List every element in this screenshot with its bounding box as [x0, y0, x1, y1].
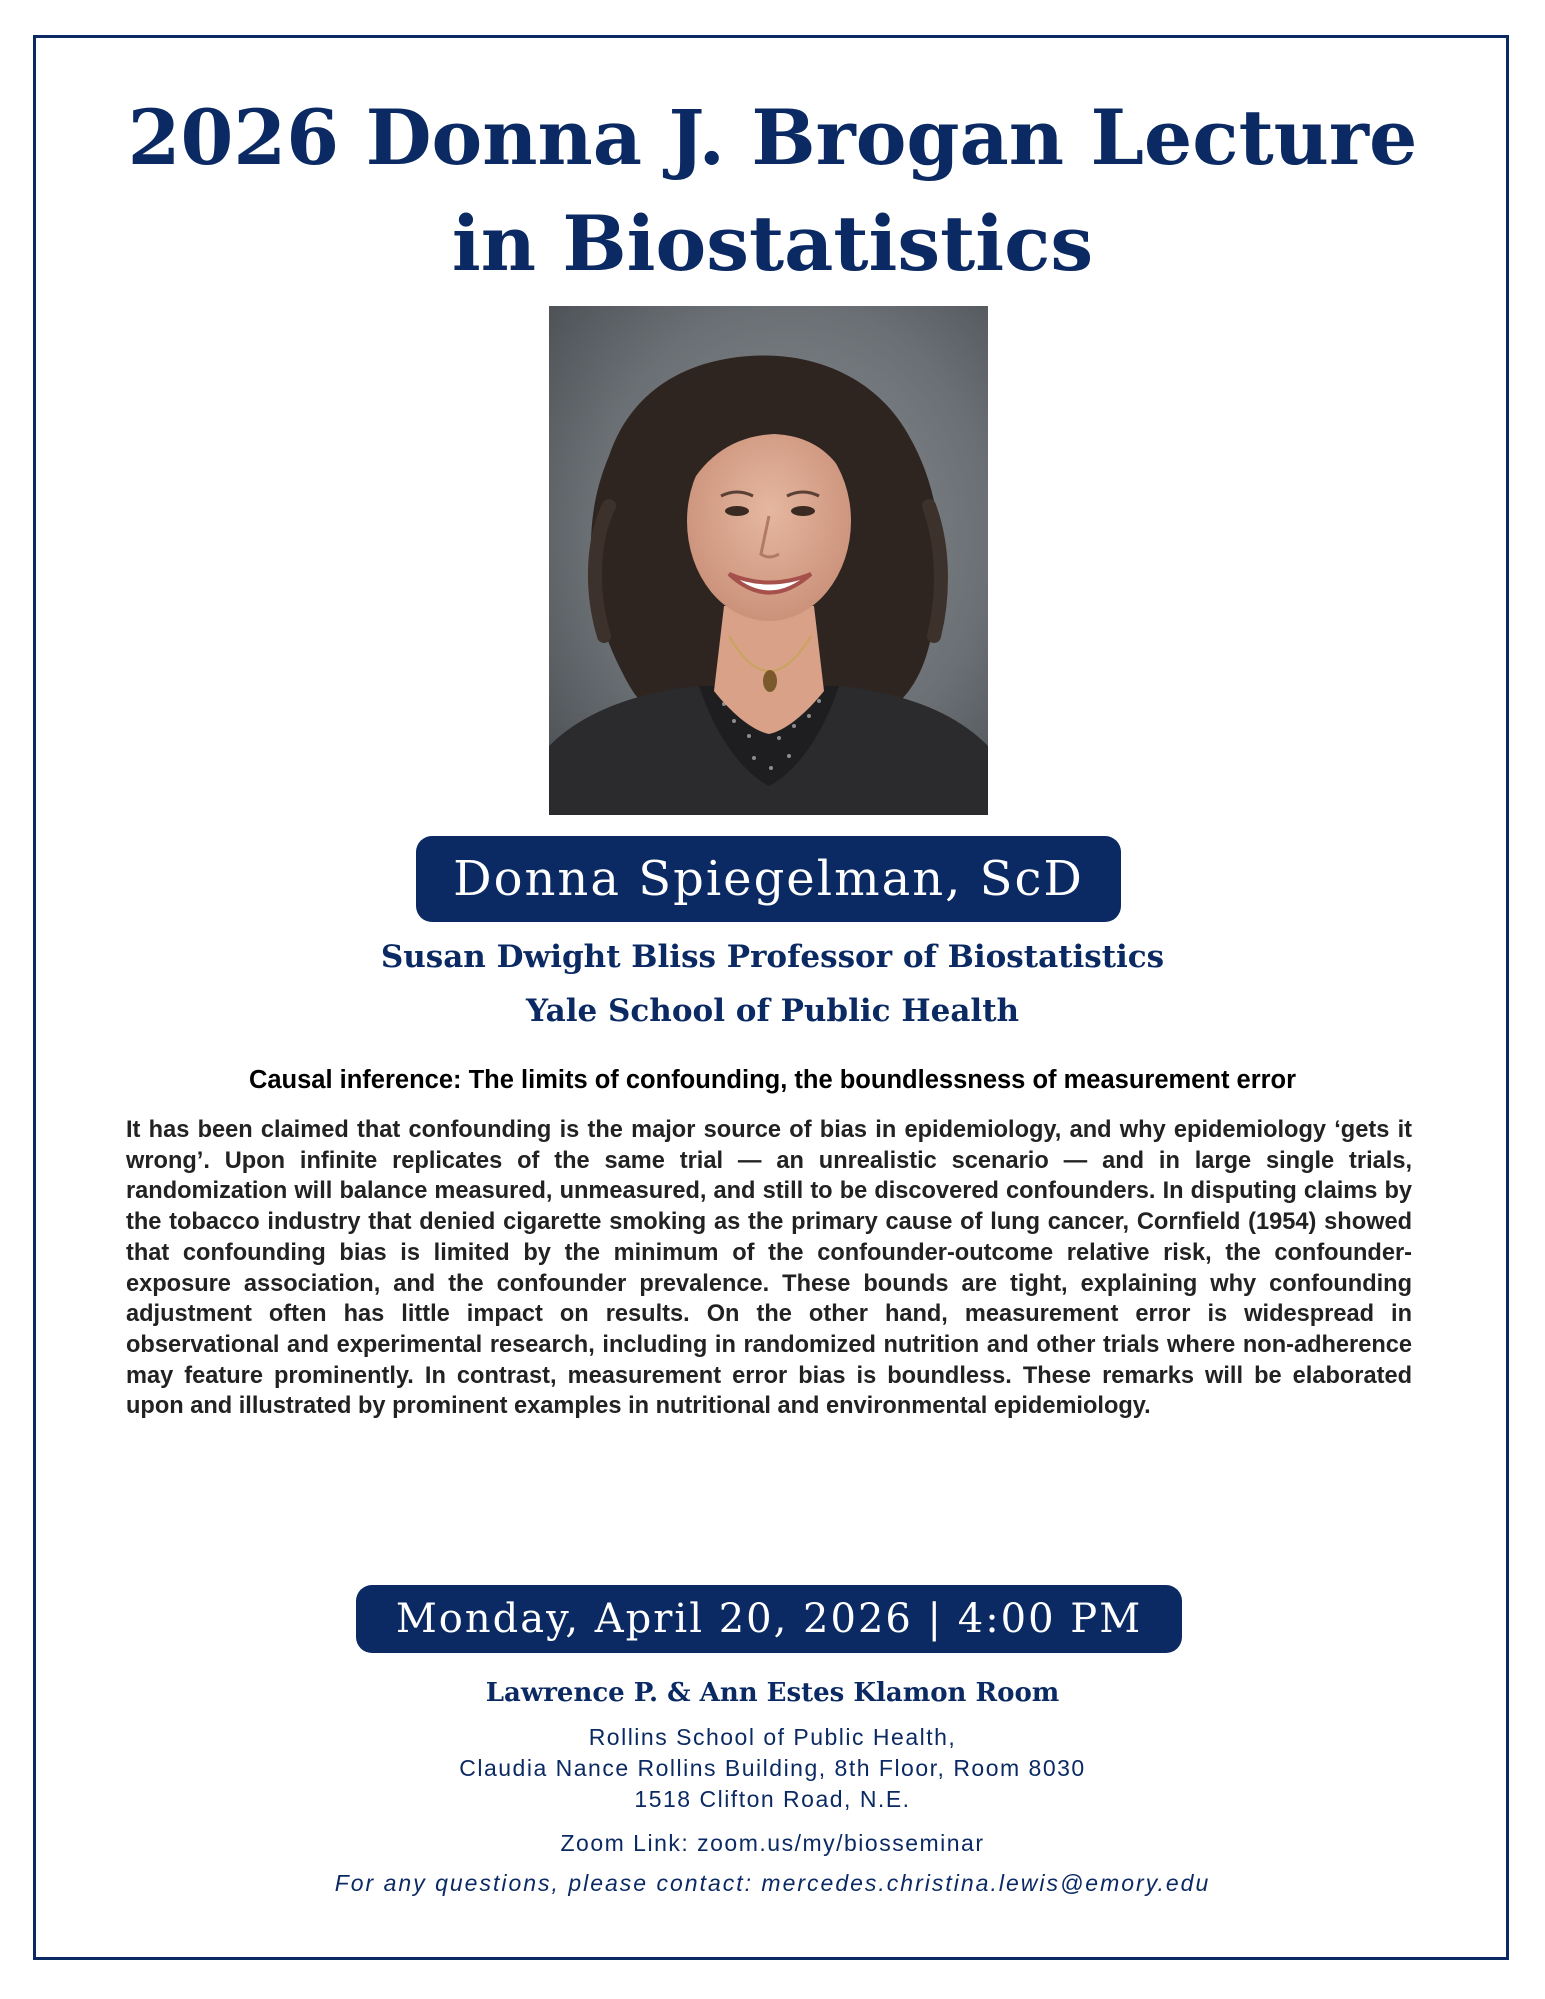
zoom-link[interactable]: Zoom Link: zoom.us/my/biosseminar	[560, 1830, 985, 1856]
event-address-line1: Rollins School of Public Health,	[588, 1724, 957, 1750]
event-address-line2: Claudia Nance Rollins Building, 8th Floor, Room 8030	[459, 1755, 1086, 1781]
lecture-title-line1: 2026 Donna J. Brogan Lecture	[127, 93, 1418, 182]
talk-abstract: It has been claimed that confounding is the major source of bias in epidemiology, and why epidemiology ‘gets it wrong’. Upon infinite replicates of the same trial — an unrealistic scenario — and in large single trials, randomization will balance measured, unmeasured, and still to be discovered confounders. In disputing claims by the tobacco industry that denied cigarette smoking as the primary cause of lung cancer, Cornfield (1954) showed that confounding bias is limited by the minimum of the confounder-outcome relative risk, the confounder-exposure association, and the confounder prevalence. These bounds are tight, explaining why confounding adjustment often has little impact on results. On the other hand, measurement error is widespread in observational and experimental research, including in randomized nutrition and other trials where non-adherence may feature prominently. In contrast, measurement error bias is boundless. These remarks will be elaborated upon and illustrated by prominent examples in nutritional and environmental epidemiology.	[126, 1117, 1412, 1420]
event-room: Lawrence P. & Ann Estes Klamon Room	[485, 1678, 1060, 1708]
lecture-title-line2: in Biostatistics	[451, 199, 1094, 288]
speaker-name-badge: Donna Spiegelman, ScD	[416, 836, 1121, 922]
event-address-line3: 1518 Clifton Road, N.E.	[634, 1786, 911, 1812]
talk-title: Causal inference: The limits of confounding, the boundlessness of measurement error	[248, 1066, 1297, 1094]
speaker-affiliation: Yale School of Public Health	[525, 993, 1020, 1029]
speaker-position: Susan Dwight Bliss Professor of Biostatistics	[380, 939, 1165, 975]
speaker-portrait	[549, 306, 988, 815]
event-datetime-badge: Monday, April 20, 2026 | 4:00 PM	[356, 1585, 1182, 1653]
contact-line[interactable]: For any questions, please contact: mercedes.christina.lewis@emory.edu	[334, 1870, 1211, 1896]
